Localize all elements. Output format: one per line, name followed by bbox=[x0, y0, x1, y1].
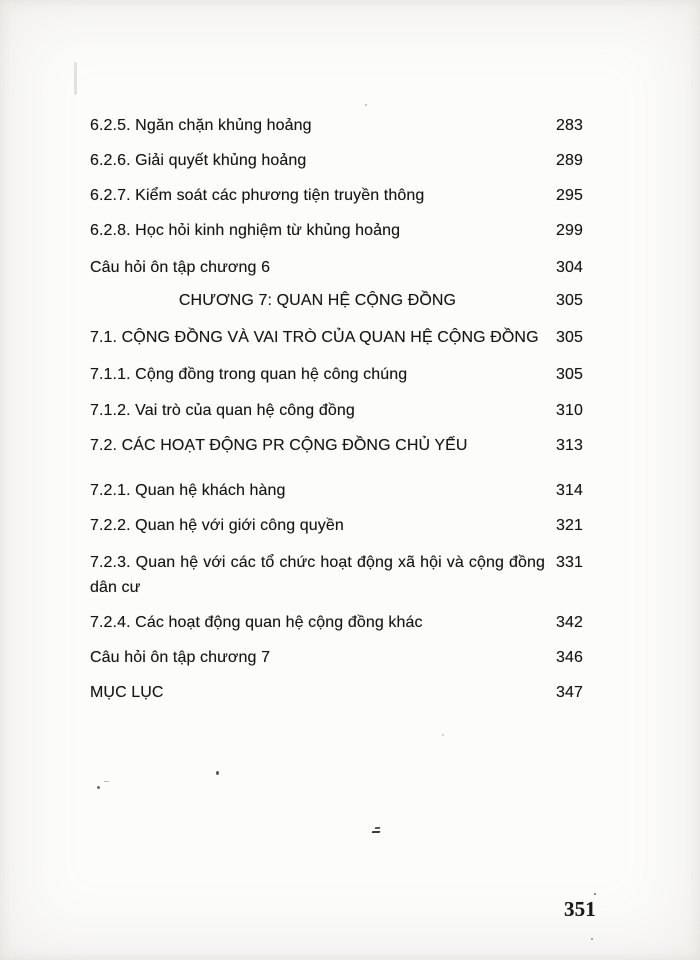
toc-entry-title: CHƯƠNG 7: QUAN HỆ CỘNG ĐỒNG bbox=[178, 292, 457, 309]
toc-entry-page: 331 bbox=[556, 554, 583, 571]
toc-entry-title: Câu hỏi ôn tập chương 7 bbox=[90, 649, 271, 666]
toc-entry-title: Câu hỏi ôn tập chương 6 bbox=[90, 259, 271, 276]
toc-entry-title: 6.2.7. Kiểm soát các phương tiện truyền thông bbox=[90, 187, 425, 204]
toc-entry-title: 7.1. CỘNG ĐỒNG VÀ VAI TRÒ CỦA QUAN HỆ CỘNG ĐỒNG bbox=[90, 329, 539, 346]
toc-chapter-heading bbox=[90, 290, 602, 312]
toc-entry-page: 304 bbox=[556, 259, 583, 276]
toc-section-heading bbox=[90, 435, 602, 457]
toc-entry-page: 314 bbox=[556, 482, 583, 499]
toc-entry-title: 7.2. CÁC HOẠT ĐỘNG PR CỘNG ĐỒNG CHỦ YẾU bbox=[90, 437, 468, 454]
toc-entry bbox=[90, 257, 602, 279]
scan-speck bbox=[442, 734, 444, 736]
toc-entry bbox=[90, 550, 602, 600]
toc-entry-title: 7.1.2. Vai trò của quan hệ công đồng bbox=[90, 402, 355, 419]
toc-entry bbox=[90, 115, 602, 137]
toc-entry-title: 6.2.5. Ngăn chặn khủng hoảng bbox=[90, 117, 312, 134]
toc-entry-page: 310 bbox=[556, 402, 583, 419]
scan-speck bbox=[216, 771, 219, 775]
toc-entry bbox=[90, 647, 602, 669]
toc-entry bbox=[90, 150, 602, 172]
toc-entry-title: 6.2.8. Học hỏi kinh nghiệm từ khủng hoảng bbox=[90, 222, 401, 239]
toc-entry bbox=[90, 185, 602, 207]
scan-speck bbox=[365, 104, 367, 106]
toc-entry-page: 283 bbox=[556, 117, 583, 134]
toc-entry-title: MỤC LỤC bbox=[90, 684, 164, 701]
toc-entry bbox=[90, 480, 602, 502]
toc-entry-page: 346 bbox=[556, 649, 583, 666]
toc-entry-page: 299 bbox=[556, 222, 583, 239]
toc-entry bbox=[90, 682, 602, 704]
toc-entry bbox=[90, 612, 602, 634]
toc-entry-page: 295 bbox=[556, 187, 583, 204]
toc-entry-title: 7.1.1. Cộng đồng trong quan hệ công chúng bbox=[90, 366, 408, 383]
toc-entry-title: 7.2.1. Quan hệ khách hàng bbox=[90, 482, 286, 499]
toc-entry bbox=[90, 220, 602, 242]
scan-mark bbox=[372, 827, 381, 834]
toc-entry-page: 347 bbox=[556, 684, 583, 701]
toc-entry-page: 342 bbox=[556, 614, 583, 631]
toc-entry bbox=[90, 515, 602, 537]
toc-section-heading bbox=[90, 327, 602, 349]
scan-speck bbox=[104, 781, 109, 782]
scan-smudge bbox=[74, 62, 77, 95]
toc-entry bbox=[90, 400, 602, 422]
toc-entry-title: 7.2.3. Quan hệ với các tổ chức hoạt động xã hội và cộng đồng dân cư bbox=[90, 554, 545, 596]
toc-entry-title: 6.2.6. Giải quyết khủng hoảng bbox=[90, 152, 307, 169]
toc-entry bbox=[90, 364, 602, 386]
scan-speck bbox=[591, 938, 593, 940]
scan-speck bbox=[97, 786, 100, 789]
toc-entry-page: 305 bbox=[556, 292, 583, 309]
toc-entry-page: 321 bbox=[556, 517, 583, 534]
toc-entry-page: 305 bbox=[556, 329, 583, 346]
toc-entry-page: 289 bbox=[556, 152, 583, 169]
toc-entry-title: 7.2.4. Các hoạt động quan hệ cộng đồng khác bbox=[90, 614, 423, 631]
toc-entry-title: 7.2.2. Quan hệ với giới công quyền bbox=[90, 517, 344, 534]
page-number: 351 bbox=[564, 897, 596, 921]
scan-speck bbox=[594, 893, 596, 895]
toc-entry-page: 305 bbox=[556, 366, 583, 383]
toc-entry-page: 313 bbox=[556, 437, 583, 454]
